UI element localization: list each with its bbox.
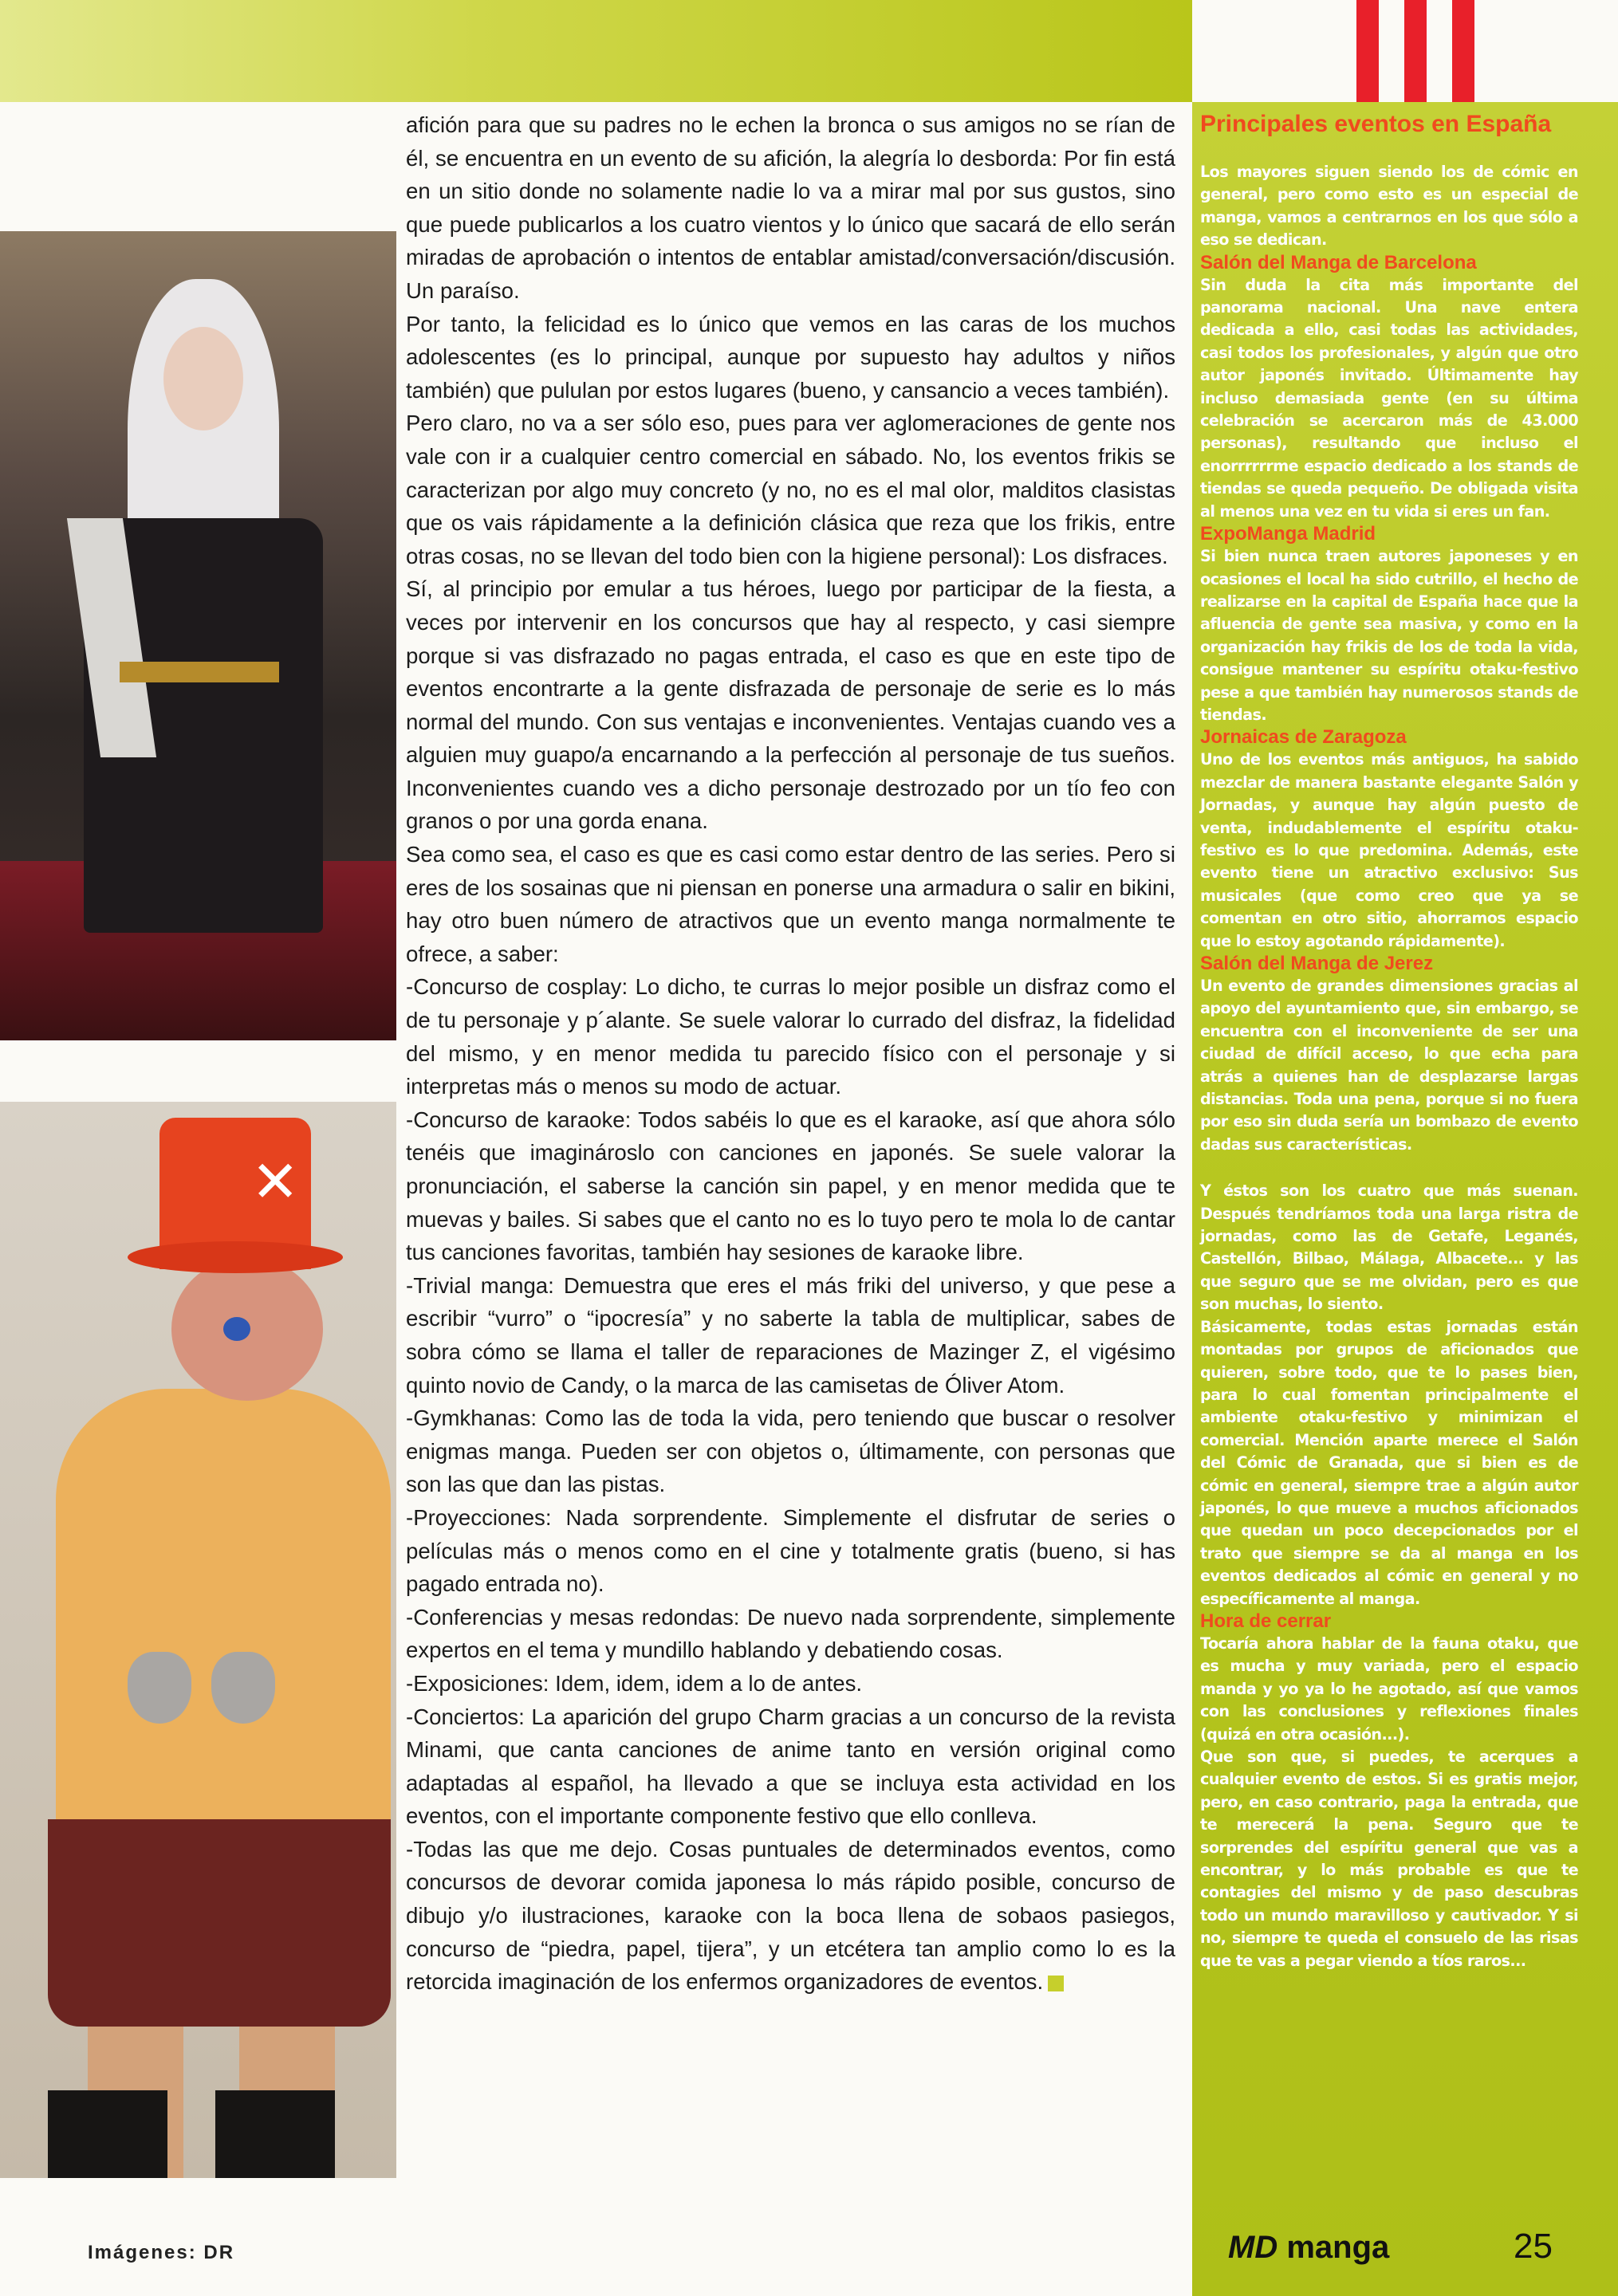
magazine-section: manga xyxy=(1286,2230,1390,2265)
closing-heading: Hora de cerrar xyxy=(1200,1610,1332,1632)
paragraph: Por tanto, la felicidad es lo único que vemos en las caras de los muchos adolescentes (es lo principal, aunque por supuesto hay adultos y niños también) que pululan por estos lugares (bueno, y cansancio a veces también). xyxy=(406,311,1175,403)
paragraph: -Exposiciones: Idem, idem, idem a lo de antes. xyxy=(406,1670,863,1696)
magazine-brand: MD xyxy=(1228,2230,1278,2265)
cosplay-photo-vampire xyxy=(0,231,396,1040)
spacer xyxy=(1200,1156,1578,1180)
magazine-name xyxy=(1228,2230,1389,2266)
top-color-band xyxy=(0,0,1192,102)
sidebar-outro: Y éstos son los cuatro que más suenan. Después tendríamos toda una larga ristra de jornadas, como las de Getafe, Leganés, Castellón, Bilbao, Málaga, Albacete... y las que seguro que se me olvidan, pero es que son muchas, lo siento. xyxy=(1200,1181,1578,1314)
sidebar-content xyxy=(1200,112,1578,1972)
cosplay-photo-chopper: ✕ xyxy=(0,1102,396,2178)
paragraph: -Conferencias y mesas redondas: De nuevo nada sorprendente, simplemente expertos en el tema y mundillo hablando y debatiendo cosas. xyxy=(406,1604,1175,1663)
paragraph-last xyxy=(406,1833,1175,1999)
paragraph: Sí, al principio por emular a tus héroes, luego por participar de la fiesta, a veces por intervenir en los concursos que hay al respecto, y casi siempre porque si vas disfrazado no pagas entrada, el caso es que en este tipo de eventos encontrarte a la gente disfrazada de personaje de serie es lo más normal del mundo. Con sus ventajas e inconvenientes. Ventajas cuando ves a alguien muy guapo/a encarnando a la perfección al personaje de tus sueños. Inconvenientes cuando ves a dicho personaje destrozado por un tío feo con granos o por una gorda enana. xyxy=(406,576,1175,834)
paragraph-text: -Todas las que me dejo. Cosas puntuales de determinados eventos, como concursos de devorar comida japonesa lo más rápido posible, concurso de dibujo y/o ilustraciones, karaoke con la boca llena de sobaos pasiegos, concurso de “piedra, papel, tijera”, y un etcétera tan amplio como lo es la retorcida imaginación de los enfermos organizadores de eventos. xyxy=(406,1836,1175,1995)
end-of-article-mark xyxy=(1048,1976,1064,1991)
sidebar-title: Principales eventos en España xyxy=(1200,111,1552,137)
section-heading: Salón del Manga de Barcelona xyxy=(1200,251,1477,273)
paragraph: -Concurso de cosplay: Lo dicho, te curras lo mejor posible un disfraz como el de tu personaje y p´alante. Se suele valorar lo currado del disfraz, la fidelidad del mismo, y en menor medida tu parecido físico con el personaje y si interpretas más o menos su modo de actuar. xyxy=(406,974,1175,1099)
page-number: 25 xyxy=(1514,2227,1553,2266)
image-credit: Imágenes: DR xyxy=(88,2242,235,2263)
section-text: Uno de los eventos más antiguos, ha sabido mezclar de manera bastante elegante Salón y Jornadas, y aunque hay algún puesto de venta, indudablemente el espíritu otaku-festivo es lo que predomina. Además, este evento tiene un atractivo exclusivo: Sus musicales (que como creo que ya se comentan en otro sitio, ahorramos espacio que lo estoy agotando rápidamente). xyxy=(1200,750,1578,950)
paragraph: Sea como sea, el caso es que es casi como estar dentro de las series. Pero si eres de los sosainas que ni piensan en ponerse una armadura o salir en bikini, hay otro buen número de atractivos que un evento manga normalmente te ofrece, a saber: xyxy=(406,842,1175,966)
paragraph: -Trivial manga: Demuestra que eres el más friki del universo, y que pese a escribir “vurro” o “ipocresía” y no saberte la tabla de multiplicar, sabes de sobra cómo se llama el taller de reparaciones de Mazinger Z, el vigésimo quinto novio de Candy, o la marca de las camisetas de Óliver Atom. xyxy=(406,1272,1175,1398)
section-text: Sin duda la cita más importante del panorama nacional. Una nave entera dedicada a ello, casi todas las actividades, casi todos los profesionales, y algún que otro autor japonés invitado. Últimamente hay incluso demasiada gente (en su última celebración se acercaron más de 43.000 personas), resultando que incluso el enorrrrrrme espacio dedicado a los stands de tiendas se queda pequeño. De obligada visita al menos una vez en tu vida si eres un fan. xyxy=(1200,275,1578,521)
section-text: Si bien nunca traen autores japoneses y en ocasiones el local ha sido cutrillo, el hecho de realizarse en la capital de España hace que la afluencia de gente sea masiva, y como en la organización hay frikis de los de toda la vida, consigue mantener su espíritu otaku-festivo pese a que también hay numerosos stands de tiendas. xyxy=(1200,547,1578,724)
section-heading: ExpoManga Madrid xyxy=(1200,523,1376,545)
closing-text: Tocaría ahora hablar de la fauna otaku, que es mucha y muy variada, pero el espacio manda y yo ya lo he agotado, así que vamos con las conclusiones y reflexiones finales (quizá en otra ocasión...). xyxy=(1200,1634,1578,1744)
decorative-stripes xyxy=(1352,0,1479,102)
section-heading: Salón del Manga de Jerez xyxy=(1200,953,1434,974)
paragraph: -Conciertos: La aparición del grupo Charm gracias a un concurso de la revista Minami, que canta canciones de anime tanto en versión original como adaptadas al español, ha llevado a que se incluya esta actividad en los eventos, con el importante componente festivo que ello conlleva. xyxy=(406,1704,1175,1829)
paragraph: Pero claro, no va a ser sólo eso, pues para ver aglomeraciones de gente nos vale con ir a cualquier centro comercial en sábado. No, los eventos frikis se caracterizan por algo muy concreto (y no, no es el mal olor, malditos clasistas que os vais rápidamente a la definición clásica que reza que los frikis, entre otras cosas, no se llevan del todo bien con la higiene personal): Los disfraces. xyxy=(406,411,1175,568)
section-text: Un evento de grandes dimensiones gracias al apoyo del ayuntamiento que, sin embargo, se encuentra con el inconveniente de ser una ciudad de difícil acceso, lo que echa para atrás a quienes han de desplazarse largas distancias. Toda una pena, porque si no fuera por eso sin duda sería un bombazo de evento dadas sus características. xyxy=(1200,977,1578,1154)
sidebar-intro: Los mayores siguen siendo los de cómic en general, pero como esto es un especial de manga, vamos a centrarnos en los que sólo a eso se dedican. xyxy=(1200,163,1578,250)
section-heading: Jornaicas de Zaragoza xyxy=(1200,726,1407,749)
paragraph: -Proyecciones: Nada sorprendente. Simplemente el disfrutar de series o películas más o menos como en el cine y totalmente gratis (bueno, si has pagado entrada no). xyxy=(406,1504,1175,1597)
paragraph: -Concurso de karaoke: Todos sabéis lo que es el karaoke, así que ahora sólo tenéis que imaginároslo con canciones en japonés. Se suele valorar la pronunciación, el saberse la canción sin papel, y en menor medida que te muevas y bailes. Si sabes que el canto no es lo tuyo pero te mola lo de cantar tus canciones favoritas, también hay sesiones de karaoke libre. xyxy=(406,1107,1175,1265)
sidebar-outro: Básicamente, todas estas jornadas están montadas por grupos de aficionados que quieren, sobre todo, que te lo pases bien, para lo cual fomentan principalmente el ambiente otaku-festivo y minimizan el comercial. Mención aparte merece el Salón del Cómic de Granada, que si bien es de cómic en general, siempre trae a algún autor japonés, lo que mueve a muchos aficionados que quedan un poco decepcionados por el trato que siempre se da al manga en los eventos dedicados al cómic en general y no específicamente al manga. xyxy=(1200,1317,1578,1608)
paragraph: afición para que su padres no le echen la bronca o sus amigos no se rían de él, se encuentra en un evento de su afición, la alegría lo desborda: Por fin está en un sitio donde no solamente nadie lo va a mirar mal por sus gustos, sino que puede publicarlos a los cuatro vientos y lo único que sacará de ello serán miradas de aprobación o intentos de entablar amistad/conversación/discusión. Un paraíso. xyxy=(406,112,1175,303)
paragraph: -Gymkhanas: Como las de toda la vida, pero teniendo que buscar o resolver enigmas manga. Pueden ser con objetos o, últimamente, con personas que son las que dan las pistas. xyxy=(406,1406,1175,1497)
closing-text: Que son que, si puedes, te acerques a cualquier evento de estos. Si es gratis mejor, pero, en caso contrario, paga la entrada, que te merecerá la pena. Seguro que te sorprendes del espíritu general que vas a encontrar, y lo más probable es que te contagies del mismo y de paso descubras todo un mundo maravilloso y cautivador. Y si no, siempre te queda el consuelo de las risas que te vas a pegar viendo a tíos raros... xyxy=(1200,1748,1578,1970)
article-body xyxy=(406,108,1175,1999)
